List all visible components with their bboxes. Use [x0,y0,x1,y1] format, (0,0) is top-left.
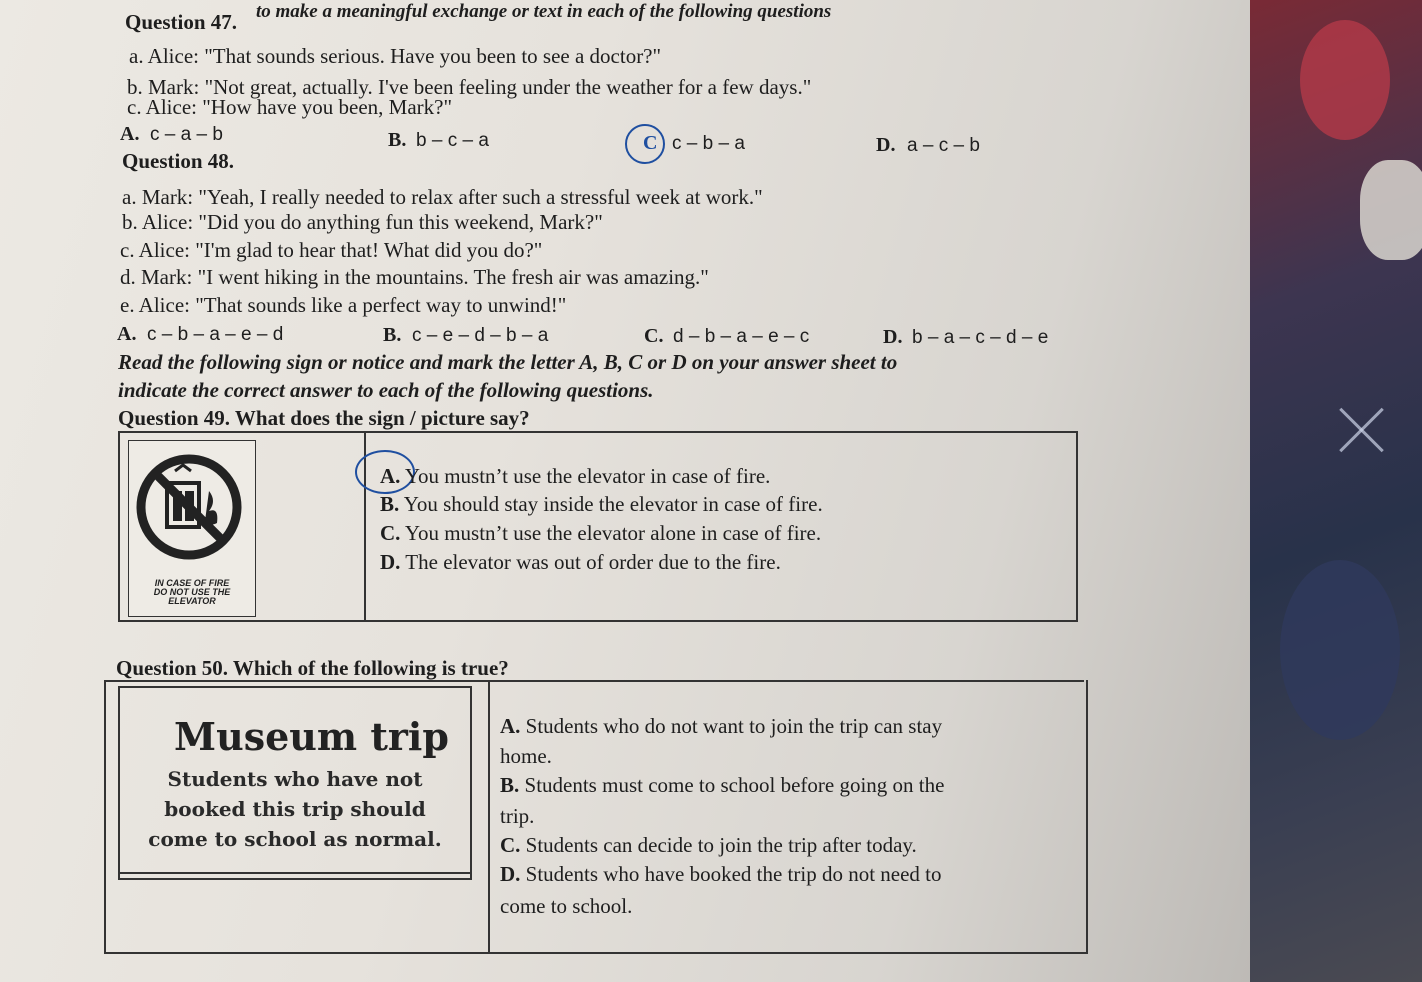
q47-option-a-label[interactable]: A. [120,123,140,145]
q50-option-b-cont: trip. [500,804,535,828]
q48-option-a[interactable]: c – b – a – e – d [147,324,284,345]
q50-option-a-text: Students who do not want to join the trip can stay [525,714,943,738]
background-decoration [1360,160,1422,260]
q50-table-right [1086,680,1088,953]
sign-caption-line3: ELEVATOR [168,596,216,606]
q47-option-b-label[interactable]: B. [388,129,407,151]
q50-option-a[interactable] [500,716,942,737]
q47-line-b: b. Mark: "Not great, actually. I've been feeling under the weather for a few days." [127,75,812,99]
q48-option-c[interactable]: d – b – a – e – c [673,326,810,347]
q48-option-a-label[interactable]: A. [117,323,137,345]
q49-option-a[interactable] [380,466,770,487]
q47-option-c[interactable]: c – b – a [672,133,745,154]
q47-line-a: a. Alice: "That sounds serious. Have you been to see a doctor?" [129,44,662,68]
q50-table-left [104,680,106,953]
q50-option-d-text: Students who have booked the trip do not need to [525,862,942,886]
q48-line-e: e. Alice: "That sounds like a perfect way to unwind!" [120,293,567,317]
q49-option-d-text: The elevator was out of order due to the fire. [405,550,781,574]
q49-option-b-label: B. [380,492,400,516]
background-desk [1240,0,1422,982]
q49-option-c[interactable] [380,523,821,544]
fire-elevator-sign [128,440,256,617]
background-decoration [1280,560,1400,740]
q49-option-a-text: You mustn’t use the elevator in case of fire. [404,464,771,488]
question-47-title: Question 47. [125,10,238,34]
q47-line-c: c. Alice: "How have you been, Mark?" [127,95,453,119]
background-decoration [1300,20,1390,140]
q49-option-c-text: You mustn’t use the elevator alone in case of fire. [404,521,822,545]
q50-option-c-label: C. [500,833,521,857]
question-49-title [118,408,530,429]
cut-off-instruction: to make a meaningful exchange or text in each of the following questions [256,1,832,22]
q49-title-text: Question 49. What does the sign / picture say? [118,406,530,430]
q50-table-bottom [104,952,1088,954]
q48-option-b[interactable]: c – e – d – b – a [412,325,549,346]
section-instruction-line2: indicate the correct answer to each of the following questions. [118,378,654,402]
notice-body-line1: Students who have not [167,767,423,791]
q49-option-c-label: C. [380,521,401,545]
notice-double-line [118,872,470,874]
sign-caption-line1: IN CASE OF FIRE [154,578,230,588]
q50-option-a-cont: home. [500,744,552,768]
question-48-title: Question 48. [122,149,235,173]
notice-title: Museum trip [174,714,449,759]
q50-option-d[interactable] [500,864,942,885]
q48-line-b: b. Alice: "Did you do anything fun this weekend, Mark?" [122,210,603,234]
notice-body-line2: booked this trip should [164,797,426,821]
q48-line-c: c. Alice: "I'm glad to hear that! What did you do?" [120,238,543,262]
q50-option-b-text: Students must come to school before going on the [524,773,945,797]
q50-option-c[interactable] [500,835,917,856]
q47-option-a[interactable]: c – a – b [150,124,223,145]
q48-option-d-label[interactable]: D. [883,326,903,348]
q49-table-bottom [118,620,1078,622]
section-instruction-line1: Read the following sign or notice and mark the letter A, B, C or D on your answer sheet to [118,350,898,374]
q49-table-top [118,431,1078,433]
q49-option-a-label: A. [380,464,401,488]
question-50-title: Question 50. Which of the following is true? [116,656,509,680]
no-elevator-fire-icon [129,441,255,571]
q48-option-d[interactable]: b – a – c – d – e [912,327,1049,348]
q49-option-b[interactable] [380,494,823,515]
q50-option-b[interactable] [500,775,944,796]
q48-line-a: a. Mark: "Yeah, I really needed to relax after such a stressful week at work." [122,185,763,209]
q50-option-b-label: B. [500,773,520,797]
q48-option-c-label[interactable]: C. [644,325,664,347]
q47-option-d[interactable]: a – c – b [907,135,980,156]
q48-line-d: d. Mark: "I went hiking in the mountains. The fresh air was amazing." [120,265,709,289]
q48-option-b-label[interactable]: B. [383,324,402,346]
sign-caption-line2: DO NOT USE THE [153,587,231,597]
q50-table-divider [488,680,490,953]
notice-body-line3: come to school as normal. [148,827,442,851]
q50-table-top [104,680,1084,682]
q47-option-c-label[interactable]: C [643,132,658,154]
q47-option-d-label[interactable]: D. [876,134,896,156]
q49-option-d-label: D. [380,550,401,574]
q47-option-b[interactable]: b – c – a [416,130,489,151]
q50-option-a-label: A. [500,714,521,738]
q50-option-c-text: Students can decide to join the trip after today. [525,833,917,857]
q49-table-right [1076,431,1078,621]
q50-option-d-cont: come to school. [500,894,633,918]
q49-table-left [118,431,120,621]
q49-option-d[interactable] [380,552,781,573]
q49-option-b-text: You should stay inside the elevator in case of fire. [403,492,823,516]
q50-option-d-label: D. [500,862,521,886]
